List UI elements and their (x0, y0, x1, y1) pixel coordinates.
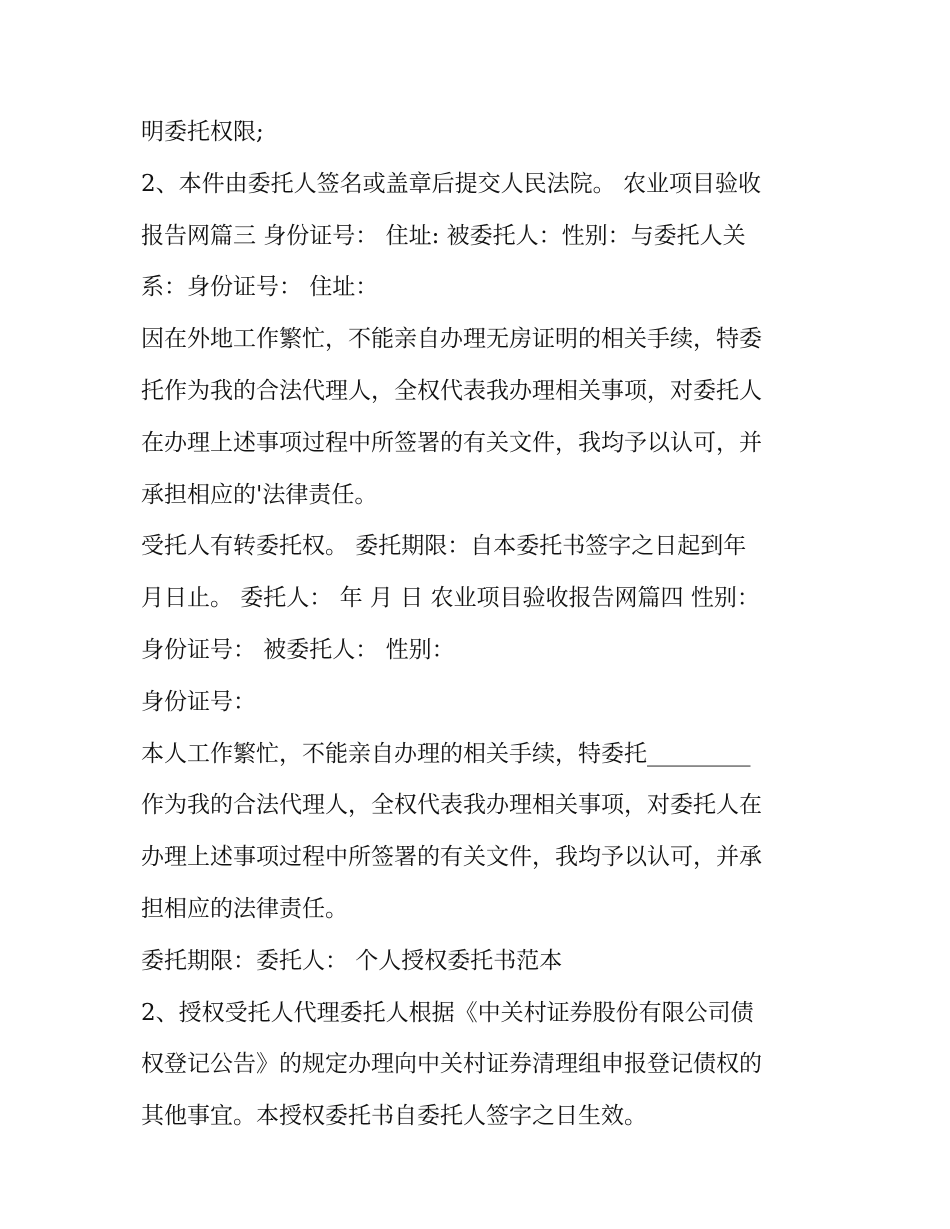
text-line: 受托人有转委托权。 委托期限：自本委托书签字之日起到年 (141, 533, 747, 560)
text-line: 在办理上述事项过程中所签署的有关文件，我均予以认可，并 (141, 429, 762, 456)
document-body (141, 107, 816, 1143)
text-line: 作为我的合法代理人，全权代表我办理相关事项，对委托人在 (141, 792, 762, 819)
text-line: 托作为我的合法代理人，全权代表我办理相关事项，对委托人 (141, 377, 762, 404)
text-line: 2、本件由委托人签名或盖章后提交人民法院。 农业项目验收 (141, 170, 761, 197)
text-line: 明委托权限; (141, 119, 264, 145)
text-line: 权登记公告》的规定办理向中关村证券清理组申报登记债权的 (141, 1051, 762, 1078)
text-line: 身份证号： (141, 688, 256, 715)
text-line: 系：身份证号： 住址： (141, 274, 379, 301)
text-line: 担相应的法律责任。 (141, 895, 348, 922)
text-line: 本人工作繁忙，不能亲自办理的相关手续，特委托_________ (141, 740, 751, 767)
text-line: 其他事宜。本授权委托书自委托人签字之日生效。 (141, 1103, 647, 1130)
text-line: 因在外地工作繁忙，不能亲自办理无房证明的相关手续，特委 (141, 326, 762, 353)
text-line: 委托期限：委托人： 个人授权委托书范本 (141, 947, 563, 974)
text-line: 承担相应的'法律责任。 (141, 481, 378, 508)
text-line: 月日止。 委托人： 年 月 日 农业项目验收报告网篇四 性别： (141, 585, 760, 612)
text-line: 2、授权受托人代理委托人根据《中关村证券股份有限公司债 (141, 999, 754, 1026)
text-line: 办理上述事项过程中所签署的有关文件，我均予以认可，并承 (141, 844, 762, 871)
text-line: 报告网篇三 身份证号： 住址: 被委托人：性别：与委托人关 (141, 222, 746, 249)
text-line: 身份证号： 被委托人： 性别： (141, 636, 455, 663)
